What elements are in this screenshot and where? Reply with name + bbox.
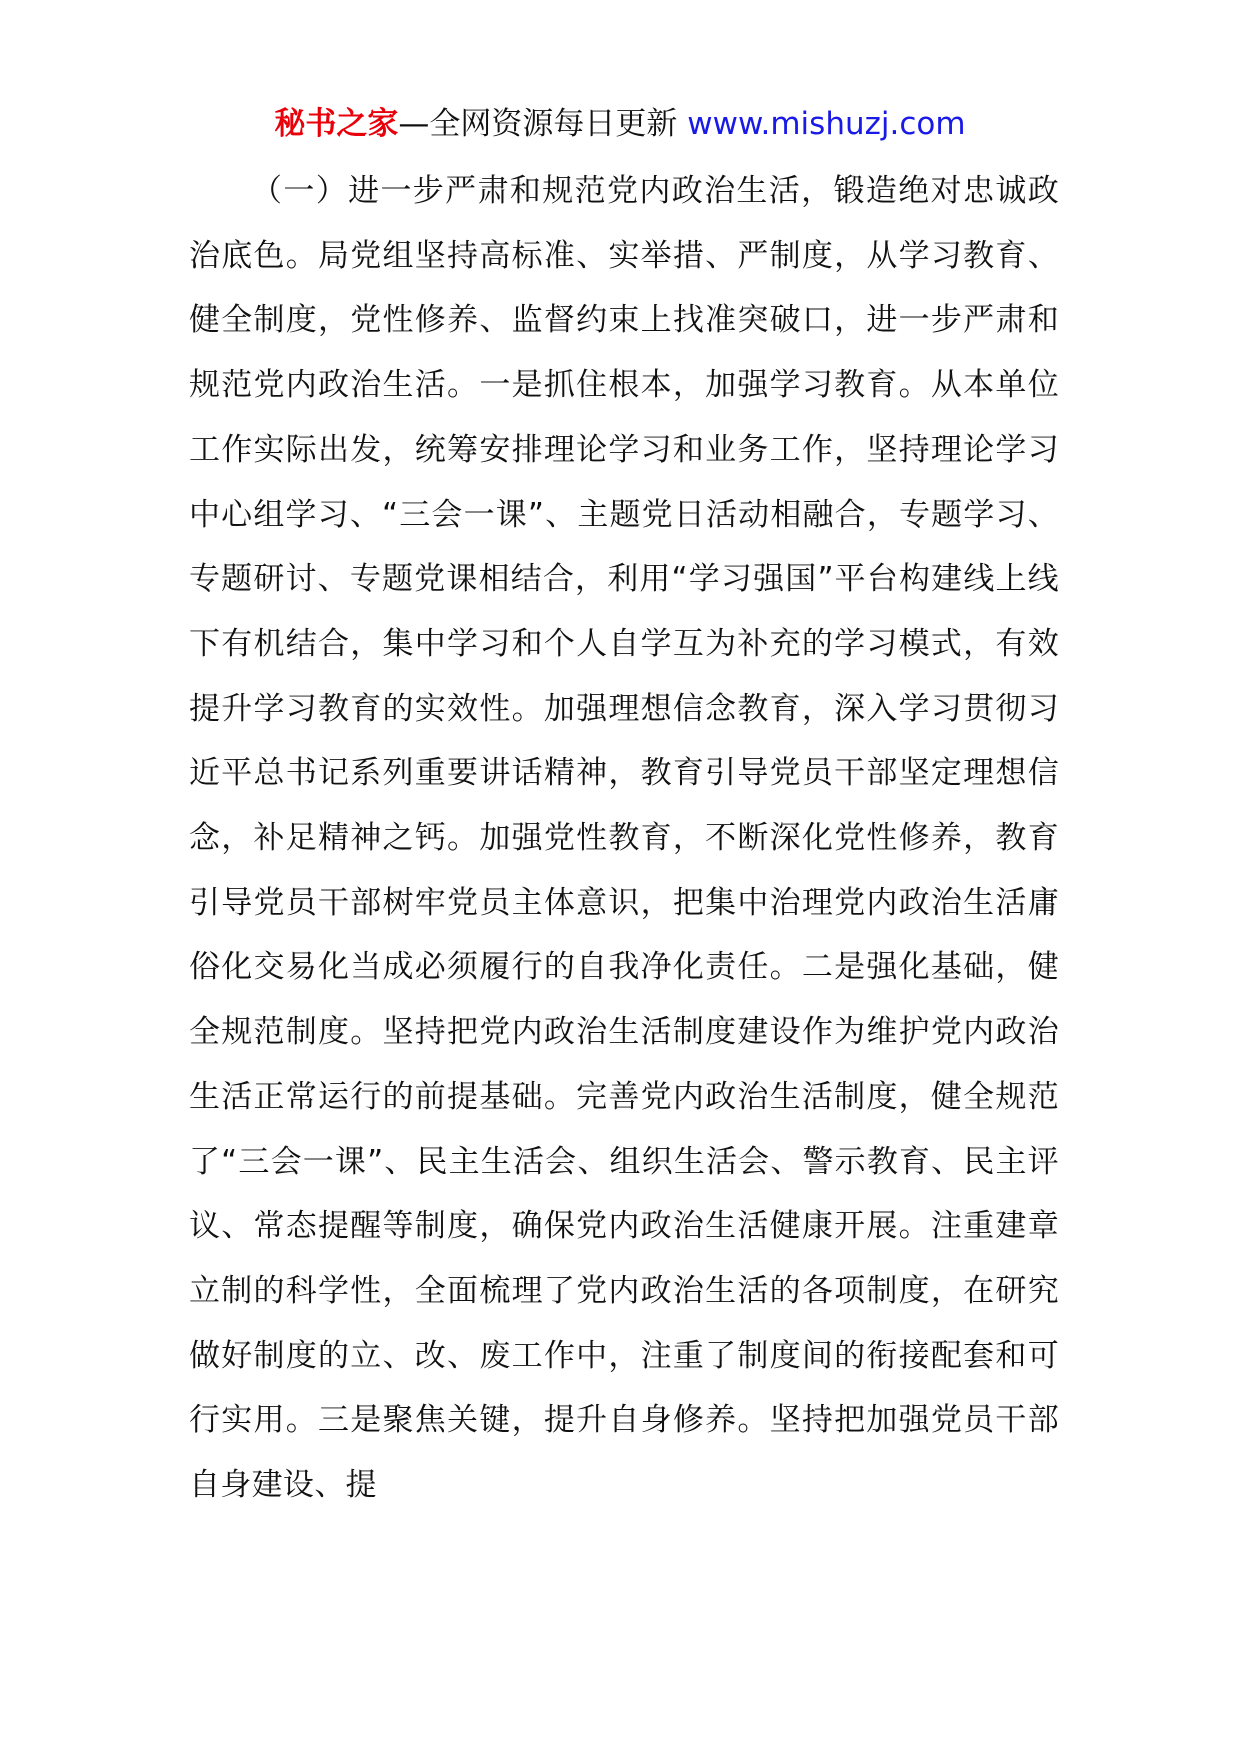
site-header <box>0 98 1240 150</box>
brand-name: 秘书之家 <box>274 106 399 142</box>
body-paragraph: （一）进一步严肃和规范党内政治生活，锻造绝对忠诚政治底色。局党组坚持高标准、实举措、严制度，从学习教育、健全制度，党性修养、监督约束上找准突破口，进一步严肃和规范党内政治生活。一是抓住根本，加强学习教育。从本单位工作实际出发，统筹安排理论学习和业务工作，坚持理论学习中心组学习、“三会一课”、主题党日活动相融合，专题学习、专题研讨、专题党课相结合，利用“学习强国”平台构建线上线下有机结合，集中学习和个人自学互为补充的学习模式，有效提升学习教育的实效性。加强理想信念教育，深入学习贯彻习近平总书记系列重要讲话精神，教育引导党员干部坚定理想信念，补足精神之钙。加强党性教育，不断深化党性修养，教育引导党员干部树牢党员主体意识，把集中治理党内政治生活庸俗化交易化当成必须履行的自我净化责任。二是强化基础，健全规范制度。坚持把党内政治生活制度建设作为维护党内政治生活正常运行的前提基础。完善党内政治生活制度，健全规范了“三会一课”、民主生活会、组织生活会、警示教育、民主评议、常态提醒等制度，确保党内政治生活健康开展。注重建章立制的科学性，全面梳理了党内政治生活的各项制度，在研究做好制度的立、改、废工作中，注重了制度间的衔接配套和可行实用。三是聚焦关键，提升自身修养。坚持把加强党员干部自身建设、提 <box>189 173 1059 1504</box>
site-url[interactable]: www.mishuzj.com <box>687 106 966 142</box>
header-tagline: —全网资源每日更新 <box>398 106 678 142</box>
